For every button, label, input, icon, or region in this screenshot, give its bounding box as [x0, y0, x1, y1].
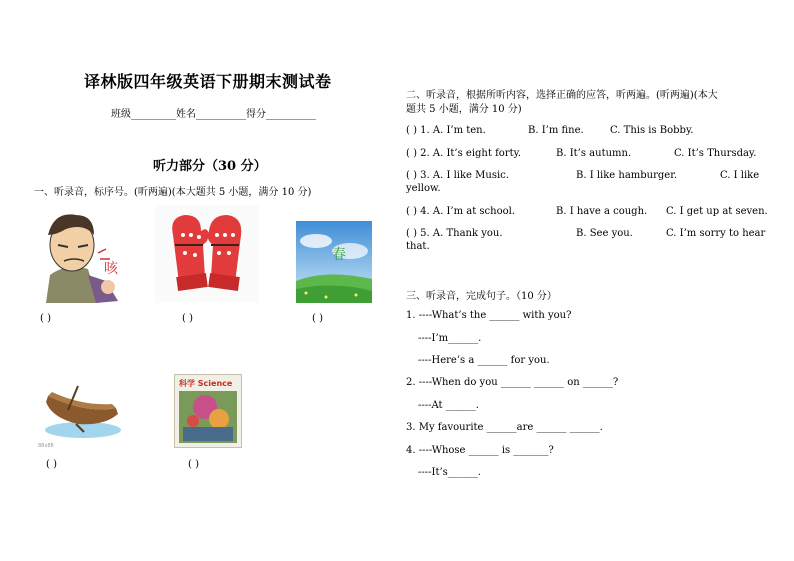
- answer-blank-2[interactable]: ( ): [182, 313, 193, 324]
- fill-line-4: 4. ----Whose ______ is _______?: [406, 445, 554, 456]
- sick-man-picture: [36, 205, 126, 303]
- question-3-option-c-continued: yellow.: [406, 183, 441, 194]
- question-3-number-option-a: ( ) 3. A. I like Music.: [406, 170, 509, 181]
- svg-text:咳: 咳: [104, 261, 118, 277]
- part2-instruction-line2: 题共 5 小题，满分 10 分): [406, 104, 522, 115]
- answer-blank-1[interactable]: ( ): [40, 313, 51, 324]
- question-5-option-b: B. See you.: [576, 228, 633, 239]
- page-title: 译林版四年级英语下册期末测试卷: [84, 72, 332, 91]
- answer-blank-3[interactable]: ( ): [312, 313, 323, 324]
- book-cover-text: 科学 Science: [179, 379, 233, 388]
- question-3-option-c: C. I like: [720, 170, 760, 181]
- part1-instruction: 一、听录音，标序号。(听两遍)(本大题共 5 小题，满分 10 分): [34, 187, 312, 198]
- question-5-option-c: C. I’m sorry to hear: [666, 228, 766, 239]
- question-4-option-b: B. I have a cough.: [556, 206, 648, 217]
- question-3-option-b: B. I like hamburger.: [576, 170, 678, 181]
- question-2-option-c: C. It’s Thursday.: [674, 148, 757, 159]
- answer-blank-4[interactable]: ( ): [46, 459, 57, 470]
- fill-line-2-reply: ----At ______.: [418, 400, 479, 411]
- spring-landscape-picture: [296, 221, 372, 303]
- question-2-number-option-a: ( ) 2. A. It’s eight forty.: [406, 148, 522, 159]
- listening-section-header: 听力部分（30 分）: [153, 159, 267, 174]
- question-1-number-option-a: ( ) 1. A. I’m ten.: [406, 125, 486, 136]
- boat-picture: [38, 374, 124, 450]
- fill-line-3: 3. My favourite ______are ______ ______.: [406, 422, 603, 433]
- svg-text:春: 春: [332, 247, 346, 263]
- question-4-option-c: C. I get up at seven.: [666, 206, 768, 217]
- question-1-option-c: C. This is Bobby.: [610, 125, 694, 136]
- question-5-number-option-a: ( ) 5. A. Thank you.: [406, 228, 503, 239]
- question-1-option-b: B. I’m fine.: [528, 125, 584, 136]
- part2-instruction-line1: 二、听录音，根据所听内容，选择正确的应答，听两遍。(听两遍)(本大: [406, 90, 718, 101]
- answer-blank-5[interactable]: ( ): [188, 459, 199, 470]
- part3-instruction: 三、听录音，完成句子。（10 分）: [406, 291, 557, 302]
- science-book-picture: [174, 374, 242, 448]
- fill-line-1-reply-2: ----Here’s a ______ for you.: [418, 355, 550, 366]
- fill-line-1: 1. ----What’s the ______ with you?: [406, 310, 572, 321]
- svg-text:88x88: 88x88: [38, 443, 54, 449]
- fill-line-4-reply: ----It’s______.: [418, 467, 481, 478]
- fill-line-2: 2. ----When do you ______ ______ on ______?: [406, 377, 619, 388]
- question-2-option-b: B. It’s autumn.: [556, 148, 632, 159]
- question-4-number-option-a: ( ) 4. A. I’m at school.: [406, 206, 515, 217]
- student-info-line: 班级_________姓名__________得分__________: [111, 109, 316, 120]
- mittens-picture: [155, 205, 259, 303]
- question-5-option-c-continued: that.: [406, 241, 430, 252]
- fill-line-1-reply: ----I’m______.: [418, 333, 482, 344]
